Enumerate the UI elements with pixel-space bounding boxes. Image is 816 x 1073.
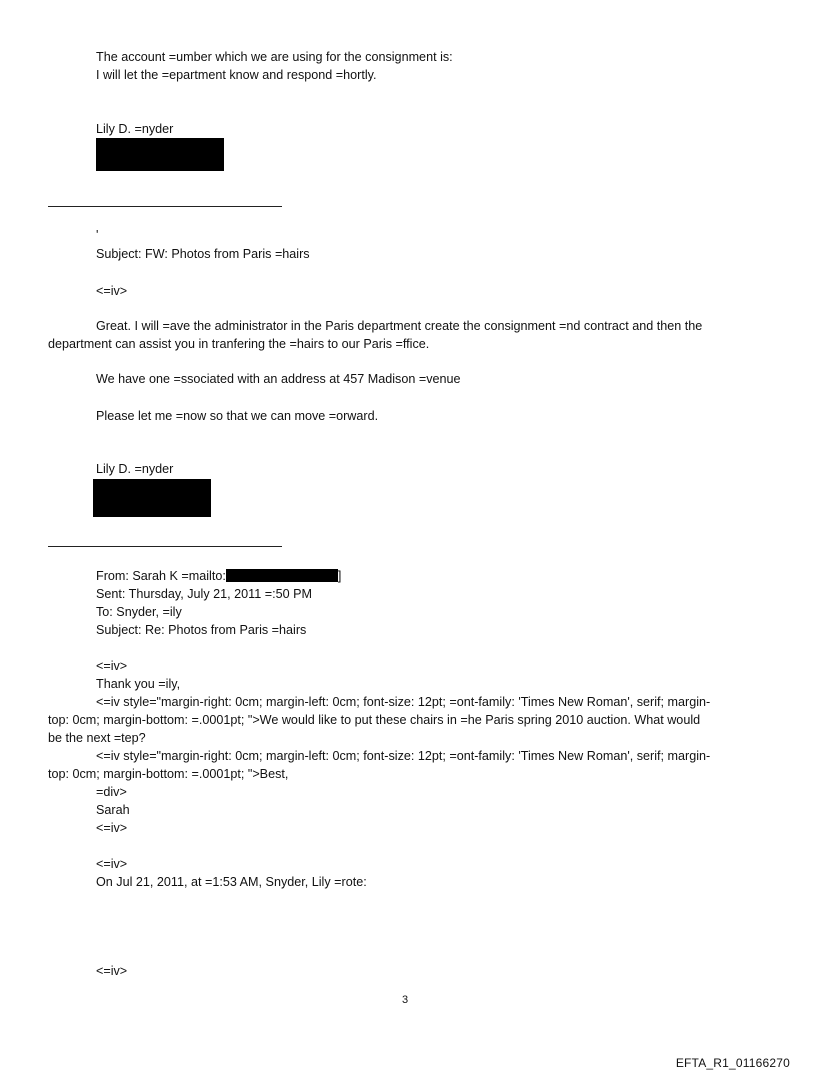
forward-subject: Subject: FW: Photos from Paris =hairs <box>96 247 310 261</box>
redaction-box <box>93 479 211 517</box>
from-bracket: ] <box>337 569 342 583</box>
style-line: top: 0cm; margin-bottom: =.0001pt; ">Best, <box>48 767 289 781</box>
div-tag: <=iv> <box>96 964 128 978</box>
paragraph-line: We have one =ssociated with an address at 457 Madison =venue <box>96 372 461 386</box>
quote-line: On Jul 21, 2011, at =1:53 AM, Snyder, Lily =rote: <box>96 875 367 889</box>
paragraph-line: Please let me =now so that we can move =orward. <box>96 409 379 423</box>
separator-rule <box>48 546 282 547</box>
style-line: top: 0cm; margin-bottom: =.0001pt; ">We would like to put these chairs in =he Paris spring 2010 auction. What would <box>48 713 701 727</box>
redaction-box <box>96 138 224 171</box>
style-line: <=iv style="margin-right: 0cm; margin-left: 0cm; font-size: 12pt; =ont-family: 'Times New Roman', serif; margin- <box>96 695 711 709</box>
document-id: EFTA_R1_01166270 <box>675 1056 790 1070</box>
div-tag: <=iv> <box>96 284 128 298</box>
from-line <box>96 568 341 584</box>
respond-line: I will let the =epartment know and respond =hortly. <box>96 68 377 82</box>
style-line: <=iv style="margin-right: 0cm; margin-left: 0cm; font-size: 12pt; =ont-family: 'Times New Roman', serif; margin- <box>96 749 711 763</box>
account-number-line: The account =umber which we are using for the consignment is: <box>96 50 453 64</box>
paragraph-line: department can assist you in tranfering the =hairs to our Paris =ffice. <box>48 337 430 351</box>
div-close-tag: =div> <box>96 785 127 799</box>
style-line: be the next =tep? <box>48 731 146 745</box>
to-line: To: Snyder, =ily <box>96 605 182 619</box>
from-label: From: Sarah K =mailto: <box>96 569 226 583</box>
sent-line: Sent: Thursday, July 21, 2011 =:50 PM <box>96 587 312 601</box>
separator-rule <box>48 206 282 207</box>
subject-line: Subject: Re: Photos from Paris =hairs <box>96 623 307 637</box>
redaction-box <box>226 569 338 582</box>
page-number: 3 <box>402 994 409 1006</box>
div-tag: <=iv> <box>96 821 128 835</box>
stray-mark: ' <box>96 228 99 242</box>
sender-name: Sarah <box>96 803 130 817</box>
signature-name: Lily D. =nyder <box>96 122 174 136</box>
div-tag: <=iv> <box>96 659 128 673</box>
div-tag: <=iv> <box>96 857 128 871</box>
greeting: Thank you =ily, <box>96 677 181 691</box>
signature-name: Lily D. =nyder <box>96 462 174 476</box>
paragraph-line: Great. I will =ave the administrator in the Paris department create the consignment =nd contract and then the <box>96 319 703 333</box>
